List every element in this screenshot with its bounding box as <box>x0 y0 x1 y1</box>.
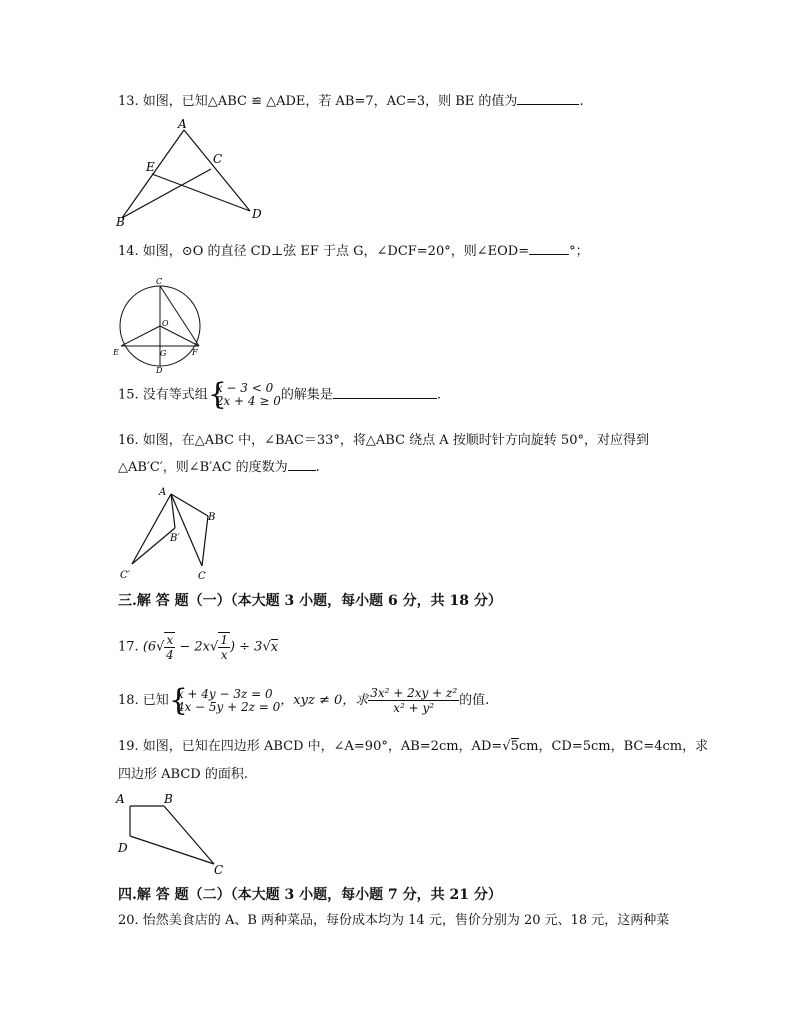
sqrt-sign: √ <box>262 639 271 655</box>
label-O: O <box>162 319 169 328</box>
sqrt-sign: √ <box>502 739 511 754</box>
question-14-text: 14. 如图，⊙O 的直径 CD⊥弦 EF 于点 G，∠DCF=20°，则∠EOD= <box>118 244 530 259</box>
question-18-text: 18. 已知 <box>118 693 169 708</box>
sqrt-sign: √ <box>156 639 165 655</box>
question-19-line-1 <box>118 738 708 756</box>
label-D: D <box>118 841 128 855</box>
label-C: C <box>213 152 223 166</box>
sqrt-5: 5 <box>510 739 519 754</box>
equation-system: { x + 4y − 3z = 0 4x − 5y + 2z = 0 <box>168 682 281 718</box>
question-13 <box>118 92 584 111</box>
question-19-line-2: 四边形 ABCD 的面积. <box>118 767 248 782</box>
label-B: B <box>164 792 173 806</box>
question-15 <box>118 377 442 412</box>
inequality-system: { x − 3 < 0 2x + 4 ≥ 0 <box>207 377 281 412</box>
question-15-after: 的解集是 <box>280 387 333 403</box>
label-A: A <box>159 487 167 498</box>
condition: ，xyz ≠ 0，求 <box>280 693 369 708</box>
label-E: E <box>146 160 155 174</box>
label-B: B <box>116 215 125 228</box>
label-E: E <box>113 348 119 357</box>
question-15-end: . <box>436 387 442 403</box>
expr-open: (6 <box>142 639 157 655</box>
equation-1: x + 4y − 3z = 0 <box>176 686 273 701</box>
figure-19 <box>114 788 232 878</box>
label-C: C <box>198 571 206 582</box>
answer-blank[interactable] <box>333 386 437 399</box>
label-A: A <box>116 792 125 806</box>
question-17-number: 17. <box>118 639 139 655</box>
label-C: C <box>214 863 224 877</box>
figure-14 <box>112 274 208 374</box>
section-3-heading: 三.解 答 题（一）（本大题 3 小题，每小题 6 分，共 18 分） <box>118 593 502 609</box>
question-20: 20. 怡然美食店的 A、B 两种菜品，每份成本均为 14 元，售价分别为 20 元、18 元，这两种菜 <box>118 913 670 928</box>
label-F: F <box>192 348 198 357</box>
label-D: D <box>252 207 262 221</box>
inequality-1: x − 3 < 0 <box>215 381 274 395</box>
equation-2: 4x − 5y + 2z = 0 <box>176 699 281 714</box>
question-19-text-b: cm，CD=5cm，BC=4cm，求 <box>518 739 709 754</box>
fraction-1-over-x: $\frac{1}{x}$ <box>220 633 228 662</box>
figure-16 <box>116 484 226 584</box>
question-13-end: . <box>579 94 584 109</box>
label-A: A <box>178 117 187 131</box>
fraction-numerator: 3x² + 2xy + z² <box>370 686 458 700</box>
label-D: D <box>156 366 163 374</box>
answer-blank[interactable] <box>288 458 316 471</box>
answer-blank[interactable] <box>529 242 569 255</box>
question-16-text: △AB′C′，则∠B′AC 的度数为 <box>118 460 288 475</box>
label-B: B <box>208 512 216 523</box>
label-C: C <box>156 277 163 286</box>
label-B-prime: B′ <box>170 533 180 544</box>
question-15-text: 15. 没有等式组 <box>118 387 208 403</box>
sqrt-x: x <box>270 639 279 655</box>
question-19-text-a: 19. 如图，已知在四边形 ABCD 中，∠A=90°，AB=2cm，AD= <box>118 739 503 754</box>
fraction-x-over-4: $\frac{x}{4}$ <box>166 633 174 662</box>
figure-13 <box>112 116 272 228</box>
inequality-2: 2x + 4 ≥ 0 <box>215 394 281 408</box>
question-16-end: . <box>315 460 320 475</box>
question-14-end: °； <box>569 244 589 259</box>
question-13-text: 13. 如图，已知△ABC ≌ △ADE，若 AB=7，AC=3，则 BE 的值为 <box>118 94 518 109</box>
question-17 <box>118 632 278 662</box>
target-fraction <box>368 686 459 715</box>
answer-blank[interactable] <box>517 92 579 105</box>
section-4-heading: 四.解 答 题（二）（本大题 3 小题，每小题 7 分，共 21 分） <box>118 887 502 903</box>
question-14 <box>118 242 589 261</box>
question-16-line-2 <box>118 458 320 477</box>
question-18 <box>118 682 490 718</box>
question-16-line-1: 16. 如图，在△ABC 中，∠BAC＝33°，将△ABC 绕点 A 按顺时针方向旋转 50°，对应得到 <box>118 433 649 448</box>
expr-minus: − 2x <box>175 639 211 655</box>
expr-close: ) ÷ 3 <box>229 639 263 655</box>
fraction-denominator: x² + y² <box>393 701 435 715</box>
question-18-end: 的值. <box>459 693 490 708</box>
label-C-prime: C′ <box>120 570 130 581</box>
label-G: G <box>160 349 167 358</box>
sqrt-sign: √ <box>210 639 219 655</box>
